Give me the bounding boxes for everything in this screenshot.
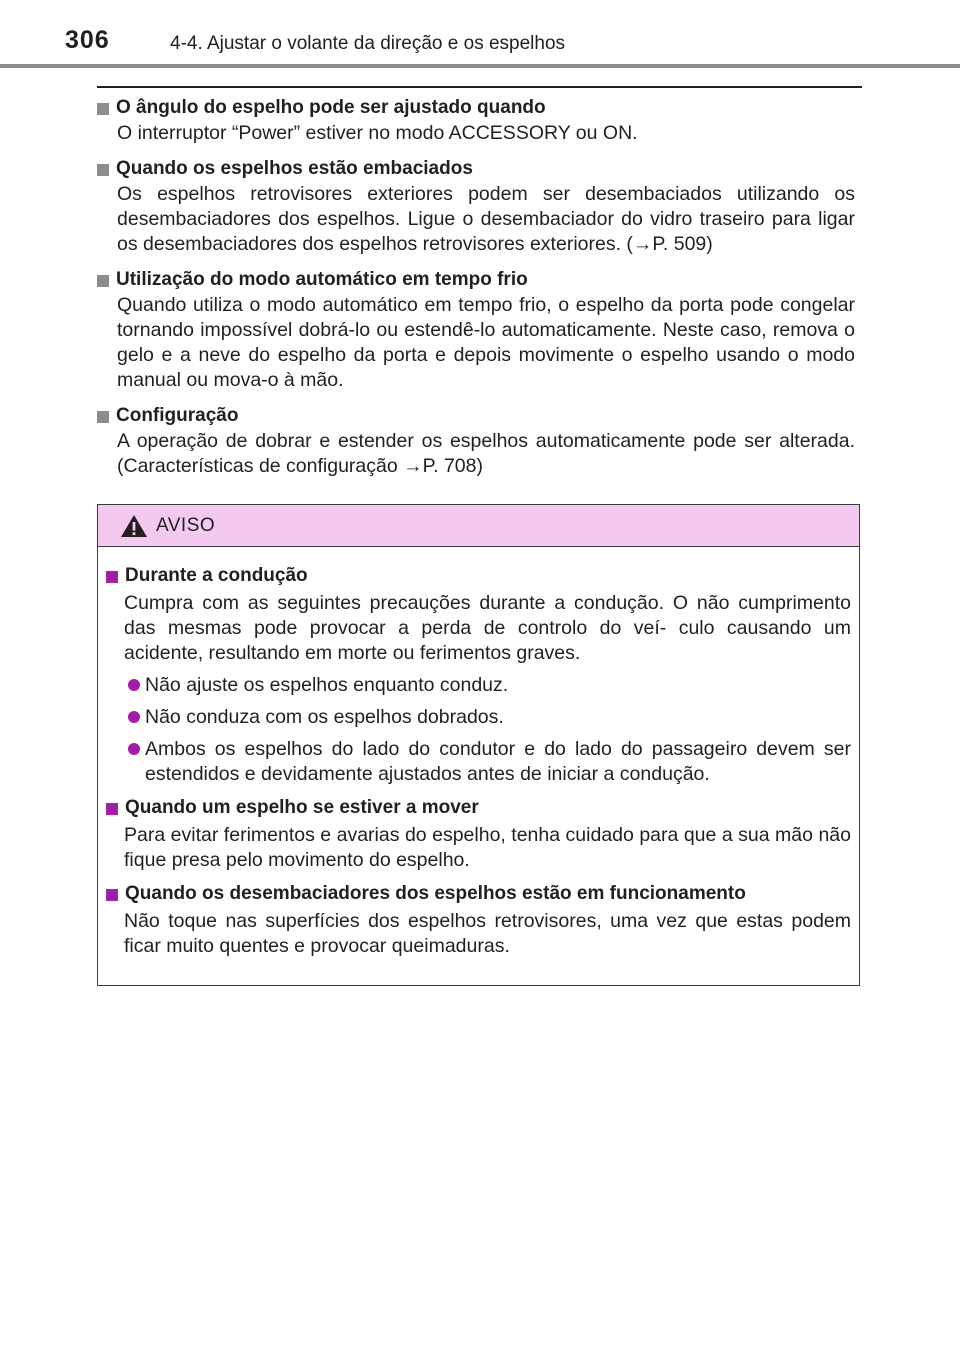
warning-heading-text: Durante a condução: [125, 565, 308, 586]
running-title: 4-4. Ajustar o volante da direção e os espelhos: [170, 33, 566, 54]
warning-bullet-text: Ambos os espelhos do lado do condutor e do lado do passageiro devem ser estendidos e devidamente ajustados antes de iniciar a condução.: [145, 738, 851, 785]
warning-label: AVISO: [156, 514, 216, 536]
warning-bullet: [128, 737, 851, 787]
warning-bullet-text: Não ajuste os espelhos enquanto conduz.: [145, 674, 509, 696]
page-number: 306: [65, 26, 110, 54]
warning-heading-text: Quando os desembaciadores dos espelhos estão em funcionamento: [125, 883, 746, 904]
warning-bullet: [128, 705, 851, 730]
section-cold-weather: [97, 267, 855, 393]
warning-heading: [106, 795, 851, 821]
section-heading: [97, 403, 855, 429]
square-bullet-icon: [97, 164, 109, 176]
round-bullet-icon: [128, 743, 140, 755]
main-content: [97, 95, 855, 489]
warning-text: Não toque nas superfícies dos espelhos retrovisores, uma vez que estas podem ficar muito quentes e provocar queimaduras.: [124, 910, 851, 957]
header-divider: [0, 64, 960, 68]
section-heading: [97, 95, 855, 121]
warning-bullet-text: Não conduza com os espelhos dobrados.: [145, 706, 504, 728]
section-body: O interruptor “Power” estiver no modo ACCESSORY ou ON.: [117, 122, 638, 144]
warning-section-defoggers: [106, 881, 851, 959]
square-bullet-icon: [97, 103, 109, 115]
section-heading-text: Quando os espelhos estão embaciados: [116, 158, 473, 179]
section-heading-text: Utilização do modo automático em tempo frio: [116, 269, 528, 290]
warning-triangle-icon: [120, 514, 148, 538]
section-configuration: [97, 403, 855, 479]
section-heading-text: O ângulo do espelho pode ser ajustado quando: [116, 97, 546, 118]
section-body: A operação de dobrar e estender os espelhos automaticamente pode ser alterada. (Características de configuração →P. 708): [117, 430, 855, 477]
page-header: [0, 0, 960, 68]
warning-heading-text: Quando um espelho se estiver a mover: [125, 797, 479, 818]
section-mirror-angle: [97, 95, 855, 146]
warning-heading: [106, 881, 851, 907]
square-bullet-icon: [106, 571, 118, 583]
warning-text: Cumpra com as seguintes precauções durante a condução. O não cumprimento das mesmas pode provocar a perda de controlo do veí- culo causando um acidente, resultando em morte ou ferimentos graves.: [124, 592, 851, 664]
round-bullet-icon: [128, 679, 140, 691]
warning-section-mirror-moving: [106, 795, 851, 873]
section-heading: [97, 156, 855, 182]
warning-heading: [106, 563, 851, 589]
warning-section-driving: [106, 563, 851, 787]
warning-body: [98, 547, 859, 959]
section-mirror-fogged: [97, 156, 855, 257]
section-heading: [97, 267, 855, 293]
square-bullet-icon: [106, 803, 118, 815]
square-bullet-icon: [97, 411, 109, 423]
warning-text: Para evitar ferimentos e avarias do espelho, tenha cuidado para que a sua mão não fique presa pelo movimento do espelho.: [124, 824, 851, 871]
square-bullet-icon: [106, 889, 118, 901]
warning-bullet: [128, 673, 851, 698]
section-body: Os espelhos retrovisores exteriores podem ser desembaciados utilizando os desembaciadores dos espelhos. Ligue o desembaciador do vidro traseiro para ligar os desembaciadores dos espelhos retrovisores exteriores. (→P. 509): [117, 183, 855, 255]
section-heading-text: Configuração: [116, 405, 239, 426]
warning-box: [97, 504, 860, 986]
round-bullet-icon: [128, 711, 140, 723]
section-divider: [97, 86, 862, 88]
section-body: Quando utiliza o modo automático em tempo frio, o espelho da porta pode congelar tornando impossível dobrá-lo ou estendê-lo automaticamente. Neste caso, remova o gelo e a neve do espelho da porta e depois movimente o espelho usando o modo manual ou mova-o à mão.: [117, 294, 855, 391]
square-bullet-icon: [97, 275, 109, 287]
warning-header: [98, 505, 859, 547]
